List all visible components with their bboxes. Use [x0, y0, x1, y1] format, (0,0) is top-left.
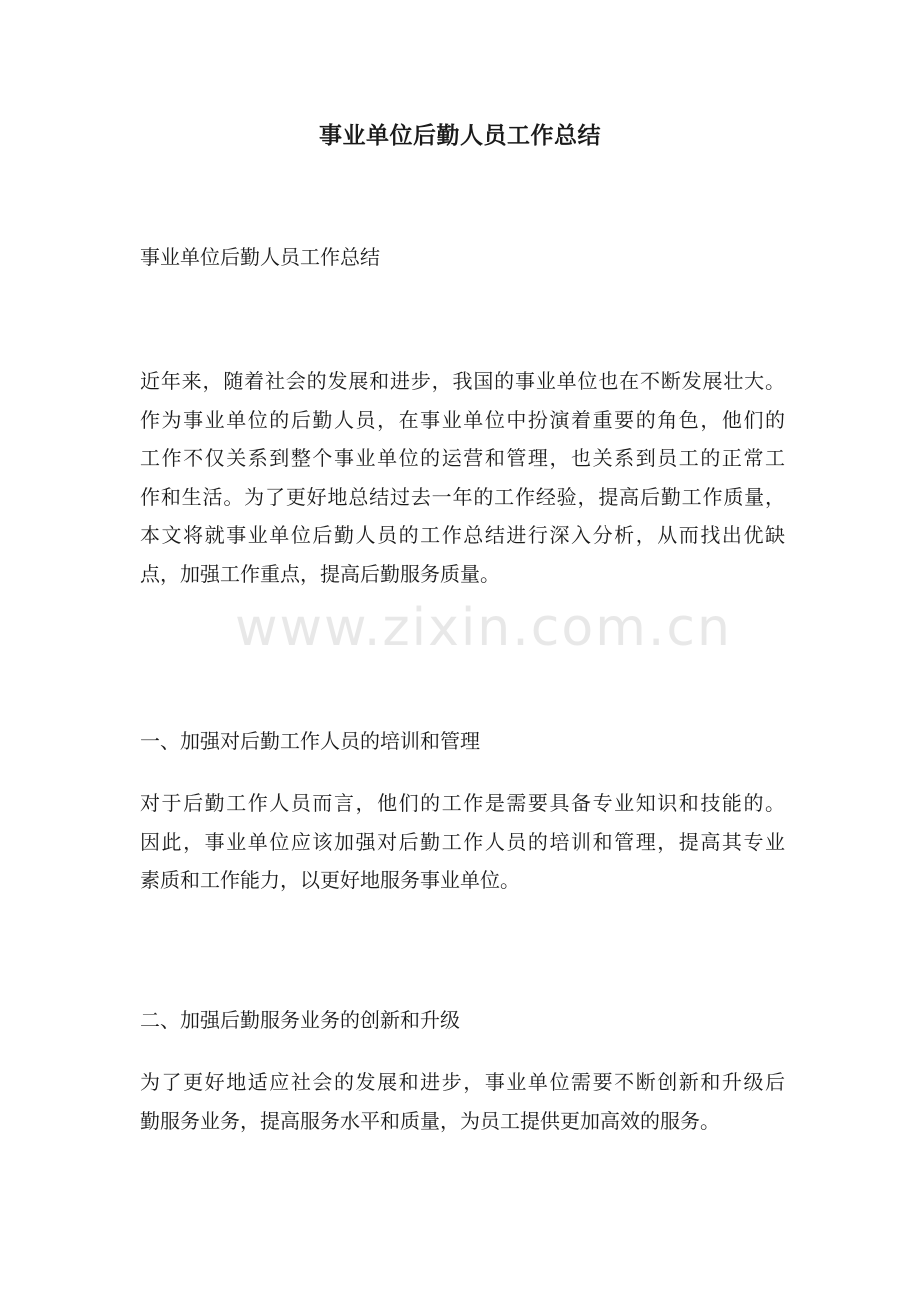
paragraph-line: 作为事业单位的后勤人员，在事业单位中扮演着重要的角色，他们的: [140, 407, 785, 432]
paragraph-line: 勤服务业务，提高服务水平和质量，为员工提供更加高效的服务。: [140, 1108, 720, 1133]
paragraph-line: 近年来，随着社会的发展和进步，我国的事业单位也在不断发展壮大。: [140, 369, 785, 393]
paragraph-line: 素质和工作能力，以更好地服务事业单位。: [140, 868, 520, 892]
document-subtitle: 事业单位后勤人员工作总结: [140, 245, 380, 269]
paragraph-line: 本文将就事业单位后勤人员的工作总结进行深入分析，从而找出优缺: [140, 523, 785, 547]
section-2-paragraph: [140, 1063, 785, 1140]
section-2-heading: 二、加强后勤服务业务的创新和升级: [140, 1008, 460, 1032]
document-title: 事业单位后勤人员工作总结: [319, 122, 601, 149]
intro-paragraph: [140, 362, 785, 593]
paragraph-line: 点，加强工作重点，提高后勤服务质量。: [140, 561, 500, 586]
watermark: www.zixin.com.cn: [235, 598, 732, 658]
paragraph-line: 为了更好地适应社会的发展和进步，事业单位需要不断创新和升级后: [140, 1070, 785, 1094]
paragraph-line: 作和生活。为了更好地总结过去一年的工作经验，提高后勤工作质量，: [140, 484, 785, 509]
section-1-paragraph: [140, 784, 785, 900]
paragraph-line: 因此，事业单位应该加强对后勤工作人员的培训和管理，提高其专业: [140, 829, 785, 854]
paragraph-line: 对于后勤工作人员而言，他们的工作是需要具备专业知识和技能的。: [140, 791, 785, 815]
section-1-heading: 一、加强对后勤工作人员的培训和管理: [140, 729, 480, 753]
paragraph-line: 工作不仅关系到整个事业单位的运营和管理，也关系到员工的正常工: [140, 446, 785, 470]
